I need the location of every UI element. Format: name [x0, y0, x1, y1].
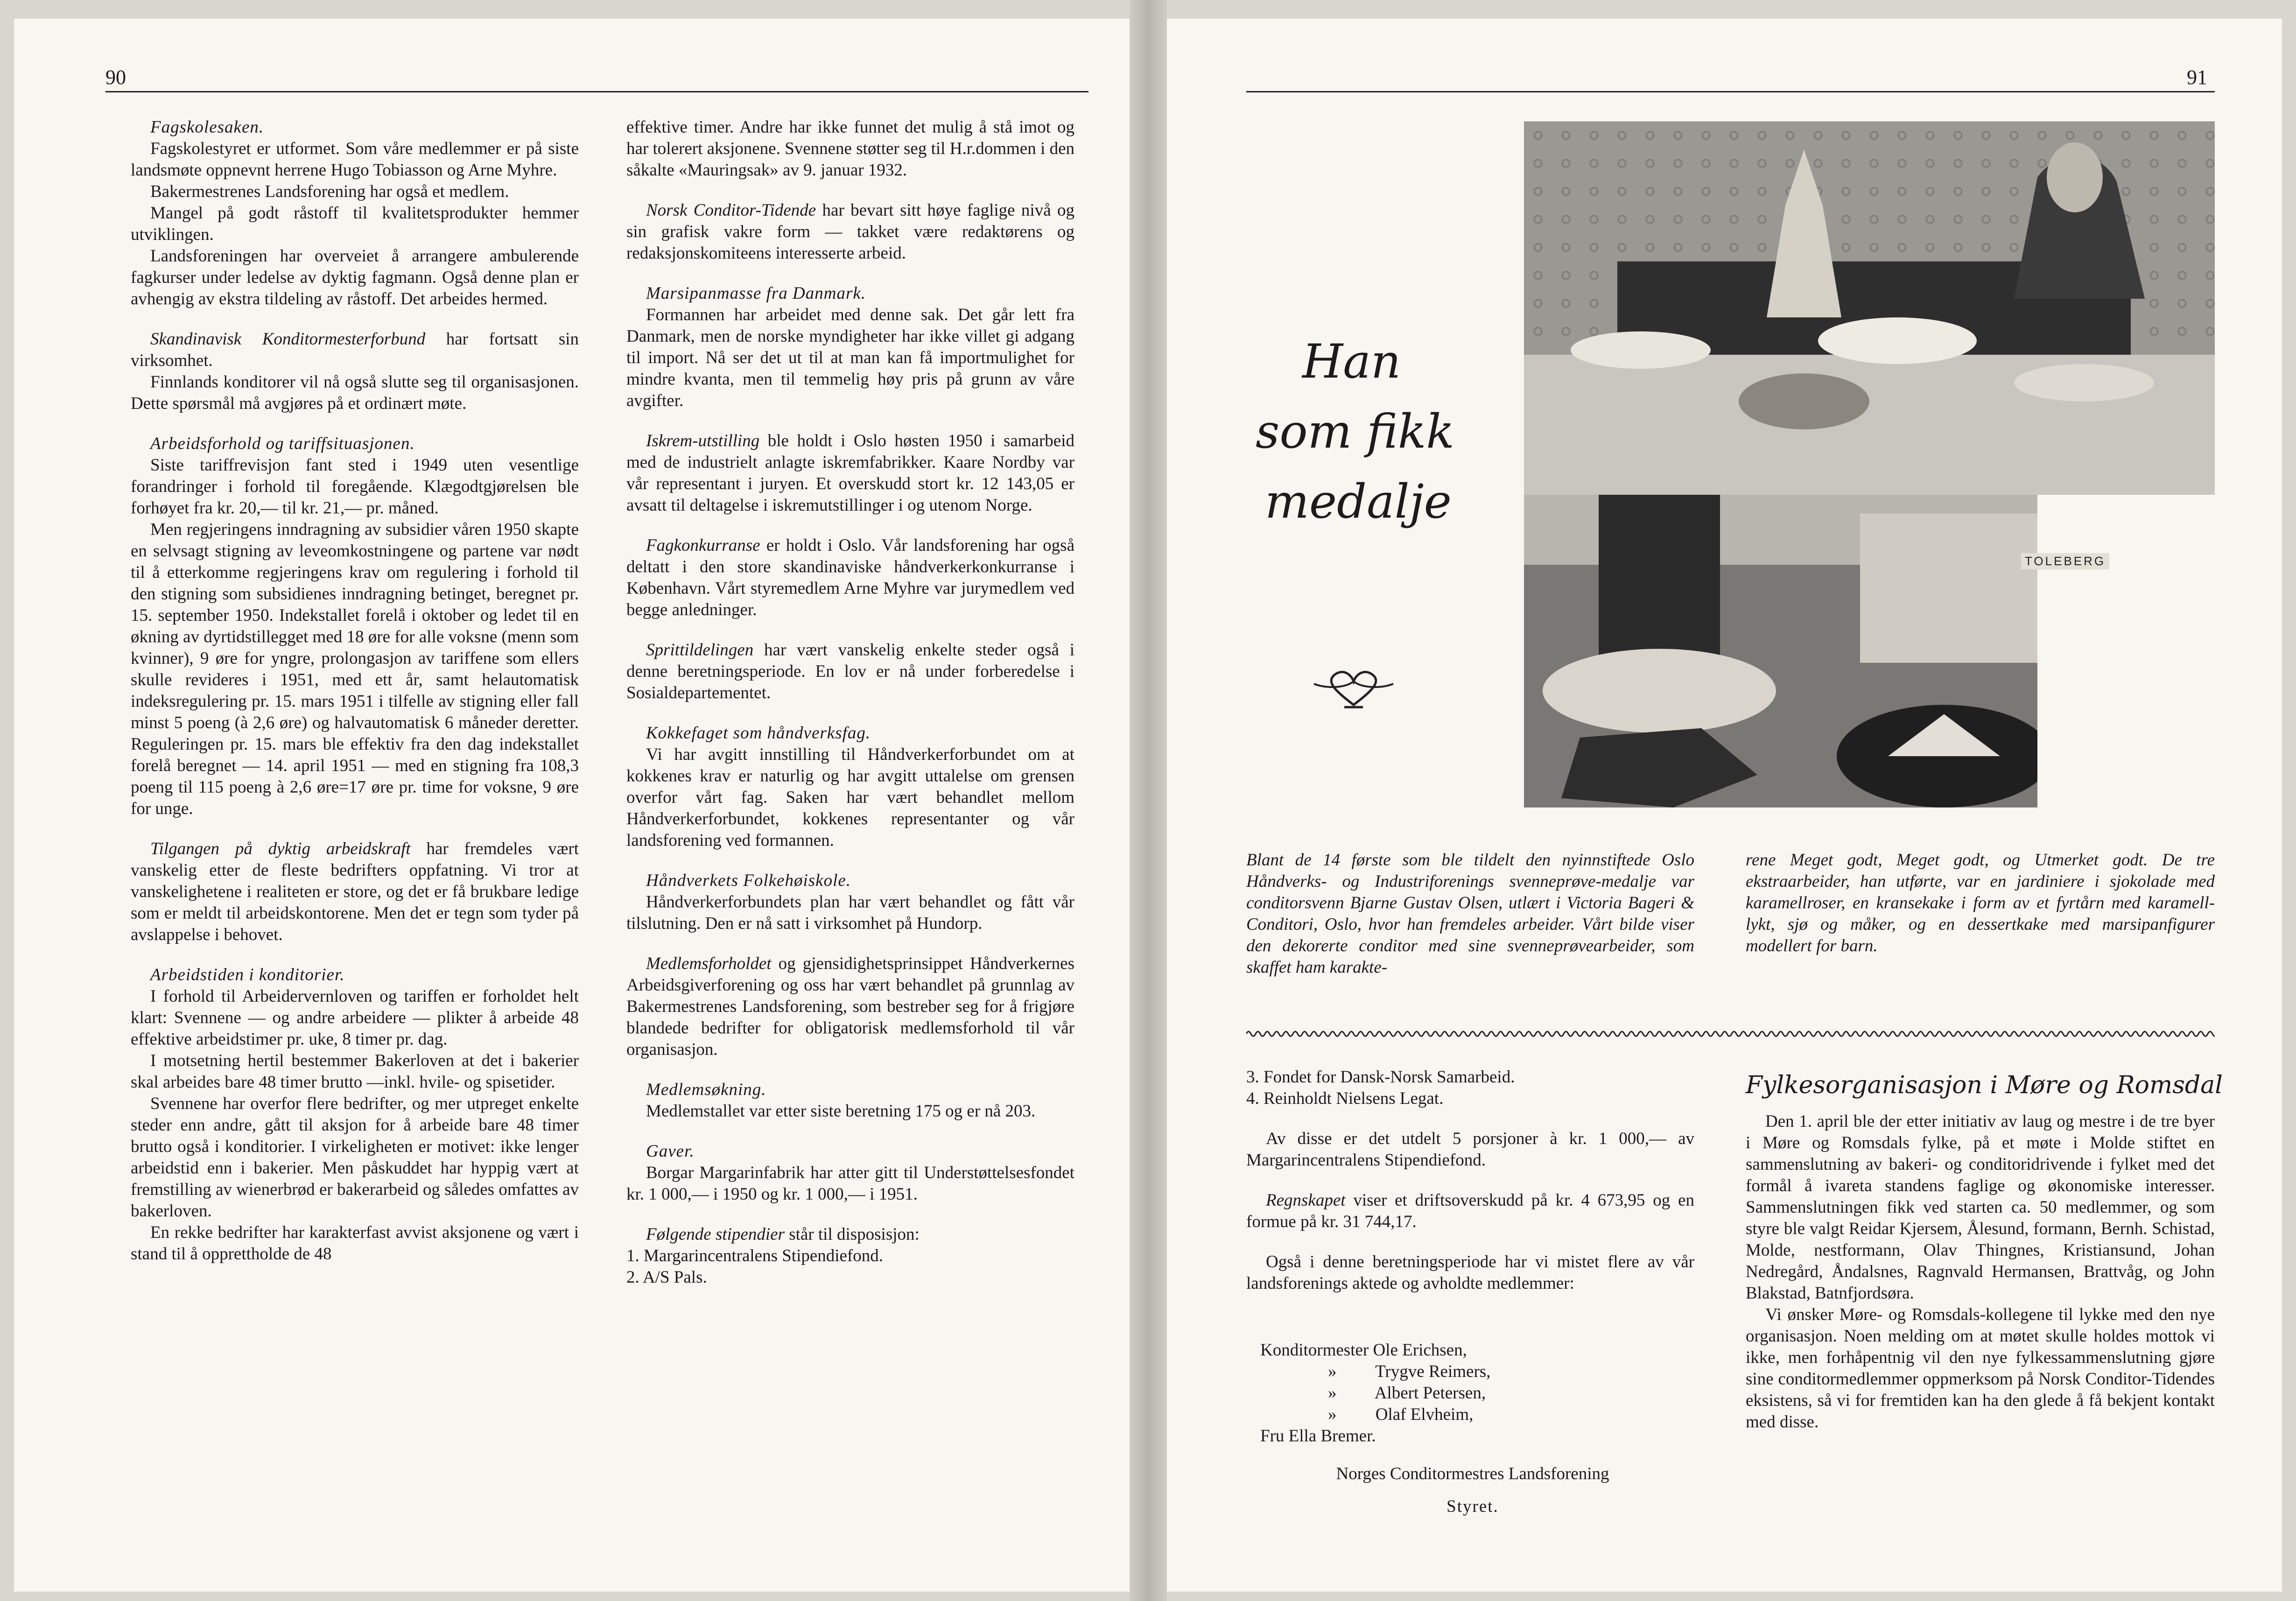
- paragraph: Men regjeringens inndragning av subsidier våren 1950 skapte en selvsagt stigning av leveomkostningene og partene var nødt til å etterkomme regjeringens krav om regulering i forhold til den stigning som subsidienes inndragning betinget, beregnet pr. 15. september 1950. Indekstallet forelå i oktober og ledet til en økning av dyrtidstillegget med 18 øre for alle voksne (menn som kvinner), 9 øre for yngre, prolongasjon av tariffene som ellers skulle revideres i 1951, med ett år, samt helautomatisk indeksregulering pr. 15. mars 1951 i tilfelle av stigning eller fall minst 5 poeng (à 2,6 øre) og halvautomatisk 6 måneder deretter. Reguleringen pr. 15. mars ble effektiv fra den dag indekstallet forelå beregnet — 14. april 1951 — med en stigning fra 108,3 poeng til 115 poeng à 2,6 øre=17 øre pr. time for voksne, 9 øre for unge.: [131, 520, 579, 818]
- paragraph: Håndverkerforbundets plan har vært behandlet og fått vår tilslutning. Den er nå satt i virksomhet på Hundorp.: [626, 892, 1074, 933]
- paragraph: [626, 535, 1074, 621]
- column-heading-fylkesorganisasjon: Fylkesorganisasjon i Møre og Romsdal: [1746, 1071, 2223, 1099]
- section-heading: Gaver.: [646, 1142, 695, 1161]
- paragraph: Bakermestrenes Landsforening har også et medlem.: [150, 182, 509, 201]
- paragraph: Svennene har overfor flere bedrifter, og mer utpreget enkelte steder enn andre, gått til aksjon for å arbeide bare 48 timer brutto også i konditorier. I virkeligheten er motivet: ikke lenger arbeidstid enn i bakerier. Men påskuddet har hyppig vært at fremstilling av wienerbrød er bakerarbeid og således omfattes av bakerloven.: [131, 1094, 579, 1221]
- paragraph: [626, 430, 1074, 516]
- paragraph: Av disse er det utdelt 5 porsjoner à kr. 1 000,— av Margarincentralens Stipendiefond.: [1246, 1129, 1694, 1170]
- paragraph: [131, 329, 579, 372]
- paragraph: effektive timer. Andre har ikke funnet det mulig å stå imot og har tolerert aksjonene. Svennene støtter seg til H.r.dommen i den såkalte «Mauringsak» av 9. januar 1932.: [626, 118, 1074, 180]
- paragraph: Finnlands konditorer vil nå også slutte seg til organisasjonen. Dette spørsmål må avgjøres på et ordinært møte.: [131, 372, 579, 413]
- header-rule: [1246, 91, 2215, 92]
- inline-heading: Tilgangen på dyktig arbeidskraft: [150, 839, 411, 858]
- paragraph: 2. A/S Pals.: [626, 1268, 707, 1287]
- inline-heading: Skandinavisk Konditormesterforbund: [150, 330, 426, 349]
- section-heading: Håndverkets Folkehøiskole.: [646, 871, 851, 890]
- paragraph: Den 1. april ble der etter initiativ av laug og mestre i de tre byer i Møre og Romsdals fylke, på et møte i Molde stiftet en sammenslutning av bakeri- og conditoridrivende i fylket med det formål å ivareta standens faglige og økonomiske interesser. Sammenslutningen fikk ved starten ca. 50 medlemmer, og som styre ble valgt Reidar Kjersem, Ålesund, formann, Bernh. Schistad, Molde, nestformann, Olav Thingnes, Kristiansund, Johan Nedregård, Åndalsnes, Ragnvald Hermansen, Brattvåg, og John Blakstad, Batnfjordsøra.: [1746, 1112, 2215, 1303]
- paragraph: Siste tariffrevisjon fant sted i 1949 uten vesentlige forandringer i forhold til foregående. Klægodtgjørelsen ble forhøyet fra kr. 20,— til kr. 21,— pr. måned.: [131, 456, 579, 518]
- section-heading: Fagskolesaken.: [150, 118, 264, 137]
- left-page: [14, 19, 1130, 1592]
- paragraph: Fagskolestyret er utformet. Som våre medlemmer er på siste landsmøte oppnevnt herrene Hugo Tobiasson og Arne Myhre.: [131, 139, 579, 180]
- section-heading: Arbeidstiden i konditorier.: [150, 965, 345, 984]
- inline-heading: Følgende stipendier: [646, 1225, 785, 1244]
- right-column-2: [1746, 1111, 2215, 1433]
- page-number-right: 91: [2187, 66, 2207, 89]
- inline-heading: Iskrem-utstilling: [646, 431, 760, 450]
- paragraph: Medlemstallet var etter siste beretning 175 og er nå 203.: [646, 1102, 1036, 1121]
- ornament-heart-icon: [1307, 663, 1400, 714]
- wavy-divider: [1246, 1027, 2215, 1041]
- inline-heading: Sprittildelingen: [646, 640, 754, 660]
- paragraph-text: står til disposisjon:: [784, 1225, 920, 1244]
- section-heading: Medlemsøkning.: [646, 1080, 766, 1099]
- signature-board: Styret.: [1446, 1497, 1499, 1516]
- left-column-2: [626, 117, 1074, 1288]
- paragraph: [626, 200, 1074, 264]
- page-number-left: 90: [105, 66, 126, 89]
- photo-lower-portion: [1524, 495, 2037, 808]
- title-line-3: medalje: [1265, 474, 1452, 529]
- member-line: Konditormester Ole Erichsen,: [1260, 1341, 1467, 1360]
- header-rule: [105, 91, 1088, 92]
- paragraph: Mangel på godt råstoff til kvalitetsprodukter hemmer utviklingen.: [131, 204, 579, 244]
- paragraph-text: viser et driftsoverskudd på kr. 4 673,95 og en formue på kr. 31 744,17.: [1246, 1191, 1694, 1231]
- paragraph-text: ble holdt i Oslo høsten 1950 i samarbeid med de industrielt anlagte iskremfabrikker. Kaare Nordby var vår representant i juryen. Et overskudd stort kr. 12 143,05 er avsatt til deltagelse i iskremutstillinger i og utenom Norge.: [626, 431, 1074, 515]
- paragraph-text: er holdt i Oslo. Vår landsforening har også deltatt i den store skandinaviske håndverkerkonkurranse i København. Vårt styremedlem Arne Myhre var jurymedlem ved begge anledninger.: [626, 536, 1074, 619]
- member-line: » Trygve Reimers,: [1328, 1362, 1491, 1381]
- title-line-2: som fikk: [1256, 404, 1455, 459]
- paragraph: [131, 838, 579, 946]
- photo-caption-left: Blant de 14 første som ble tildelt den nyinnstiftede Oslo Håndverks- og Industriforenings svenneprøve-medalje var conditorsvenn Bjarne Gustav Olsen, utlært i Victoria Bageri & Conditori, Oslo, hvor han fremdeles arbeider. Vårt bilde viser den dekorerte conditor med sine svenneprøvearbeider, som skaffet ham karakte-: [1246, 850, 1694, 977]
- section-heading: Kokkefaget som håndverksfag.: [646, 723, 871, 743]
- paragraph-text: har vært vanskelig enkelte steder også i denne beretningsperiode. En lov er nå under forberedelse i Sosialdepartementet.: [626, 640, 1074, 702]
- deceased-members-list: [1260, 1340, 1490, 1447]
- paragraph: Vi har avgitt innstilling til Håndverkerforbundet om at kokkenes krav er naturlig og har avgitt uttalelse om grensen overfor vårt fag. Saken har vært behandlet mellom Håndverkerforbundet, kokkenes representanter og vår landsforening ved formannen.: [626, 745, 1074, 850]
- paragraph: Også i denne beretningsperiode har vi mistet flere av vår landsforenings aktede og avholdte medlemmer:: [1246, 1252, 1694, 1293]
- member-line: Fru Ella Bremer.: [1260, 1426, 1376, 1446]
- paragraph: Formannen har arbeidet med denne sak. Det går lett fra Danmark, men de norske myndigheter har ikke villet gi adgang til import. Nå ser det ut til at man kan få importmulighet for mindre kvanta, men til temmelig høy pris på grunn av våre avgifter.: [626, 305, 1074, 410]
- section-heading: Marsipanmasse fra Danmark.: [646, 284, 866, 303]
- inline-heading: Norsk Conditor-Tidende: [646, 201, 816, 220]
- paragraph-text: har fremdeles vært vanskelig etter de fleste bedrifters oppfatning. Vi tror at vanskelighetene i realiteten er store, og det er få brukbare ledige som er meldt til arbeidskontorene. Men det er tegn som tyder på avslappelse i behovet.: [131, 839, 579, 944]
- left-column-1: [131, 117, 579, 1265]
- paragraph-text: og gjensidighetsprinsippet Håndverkernes Arbeidsgiverforening og oss har vært behandlet på grunnlag av Bakermestrenes Landsforening, som bestreber seg for å frigjøre blandede bedrifter for obligatorisk medlemsforhold til vår organisasjon.: [626, 954, 1074, 1059]
- photo-baker-with-cakes: [1524, 121, 2215, 495]
- paragraph: Vi ønsker Møre- og Romsdals-kollegene til lykke med den nye organisasjon. Noen melding om at møtet skulle holdes mottok vi ikke, men forhåpentnig vil den nye fylkessammenslutning gjøre sine conditormedlemmer oppmerksom på Norsk Conditor-Tidendes eksistens, så vi for fremtiden kan ha den glede å få bekjent kontakt med disse.: [1746, 1305, 2215, 1432]
- photo-sign-label: TOLEBERG: [2021, 553, 2109, 569]
- inline-heading: Fagkonkurranse: [646, 536, 760, 555]
- paragraph: Borgar Margarinfabrik har atter gitt til Understøttelsesfondet kr. 1 000,— i 1950 og kr. 1 000,— i 1951.: [626, 1163, 1074, 1204]
- section-heading: Arbeidsforhold og tariffsituasjonen.: [150, 434, 415, 453]
- paragraph: [1246, 1190, 1694, 1233]
- member-line: » Albert Petersen,: [1328, 1383, 1486, 1403]
- inline-heading: Medlemsforholdet: [646, 954, 772, 973]
- paragraph: [626, 953, 1074, 1060]
- paragraph: En rekke bedrifter har karakterfast avvist aksjonene og vært i stand til å opprettholde de 48: [131, 1223, 579, 1264]
- photo-caption-right: rene Meget godt, Meget godt, og Utmerket godt. De tre ekstraarbeider, han utførte, var en jardiniere i sjokolade med karamellroser, en kransekake i form av et fyrtårn med karamell-lykt, sjø og måker, og en dessertkake med marsipanfigurer modellert for barn.: [1746, 850, 2215, 955]
- inline-heading: Regnskapet: [1266, 1191, 1346, 1210]
- paragraph: 4. Reinholdt Nielsens Legat.: [1246, 1089, 1444, 1108]
- paragraph-text: har fortsatt sin virksomhet.: [131, 330, 579, 370]
- title-line-1: Han: [1302, 334, 1401, 389]
- signature-organization: Norges Conditormestres Landsforening: [1336, 1464, 1609, 1483]
- paragraph: 1. Margarincentralens Stipendiefond.: [626, 1246, 884, 1265]
- right-column-1: [1246, 1067, 1694, 1294]
- paragraph: [626, 1224, 1074, 1245]
- paragraph: I motsetning hertil bestemmer Bakerloven at det i bakerier skal arbeides bare 48 timer brutto —inkl. hvile- og spisetider.: [131, 1051, 579, 1092]
- paragraph: [626, 639, 1074, 704]
- right-page: [1167, 19, 2282, 1592]
- paragraph: 3. Fondet for Dansk-Norsk Samarbeid.: [1246, 1067, 1515, 1087]
- paragraph-text: har bevart sitt høye faglige nivå og sin grafisk vakre form — takket være redaktørens og redaksjonskomiteens interesserte arbeid.: [626, 201, 1075, 263]
- paragraph: I forhold til Arbeidervernloven og tariffen er forholdet helt klart: Svennene — og andre arbeidere — plikter å arbeide 48 effektive arbeidstimer pr. uke, 8 timer pr. dag.: [131, 987, 579, 1049]
- book-gutter: [1130, 0, 1167, 1601]
- member-line: » Olaf Elvheim,: [1328, 1405, 1474, 1424]
- paragraph: Landsforeningen har overveiet å arrangere ambulerende fagkurser under ledelse av dyktig fagmann. Også denne plan er avhengig av ekstra tildeling av råstoff. Det arbeides hermed.: [131, 246, 579, 309]
